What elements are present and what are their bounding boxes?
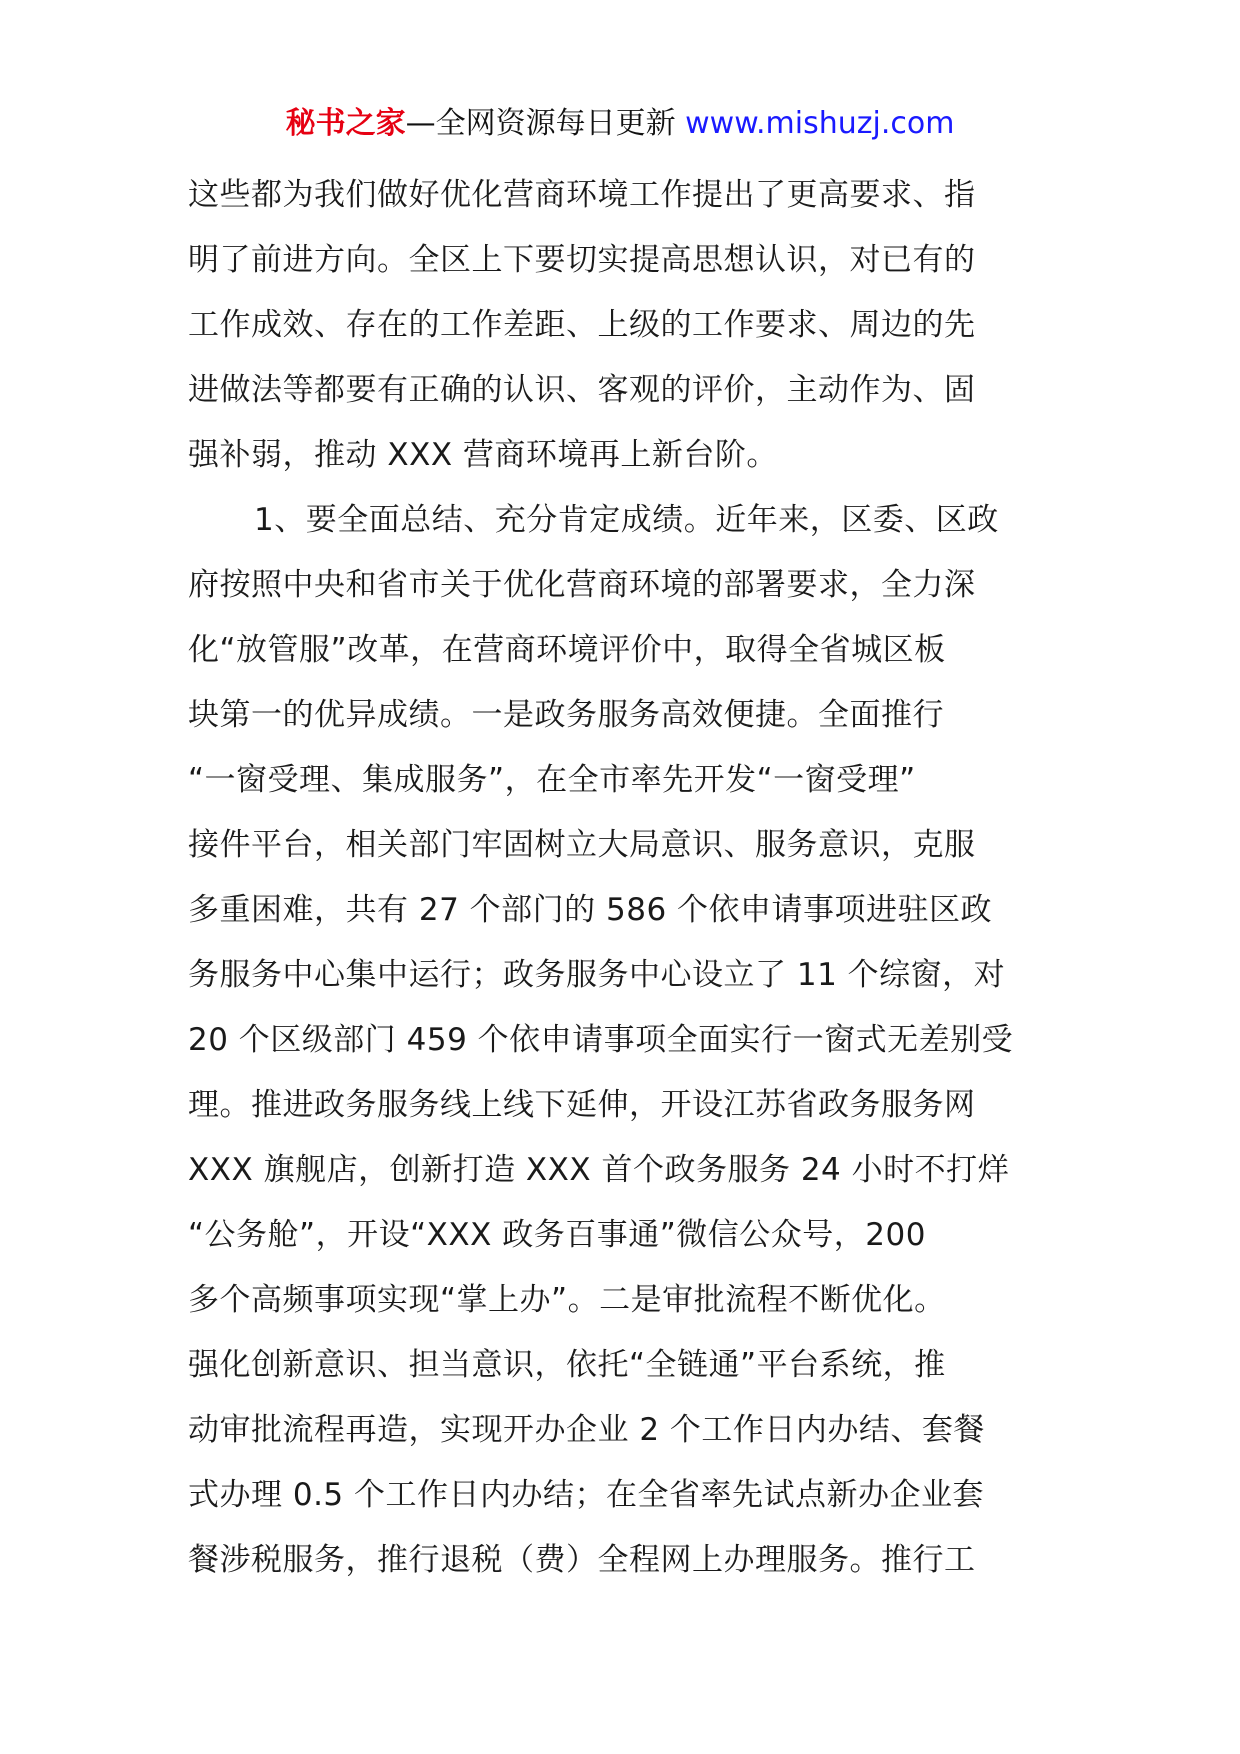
paragraph-first-line: 1、要全面总结、充分肯定成绩。近年来，区委、区政 [254,502,999,538]
site-slogan: —全网资源每日更新 [405,106,686,141]
text-line: 动审批流程再造，实现开办企业 2 个工作日内办结、套餐 [188,1412,985,1448]
text-line: 餐涉税服务，推行退税（费）全程网上办理服务。推行工 [188,1542,976,1578]
document-body [188,163,1060,1593]
text-line: 强补弱，推动 XXX 营商环境再上新台阶。 [188,437,778,473]
text-line: 接件平台，相关部门牢固树立大局意识、服务意识，克服 [188,827,976,863]
text-line: 强化创新意识、担当意识，依托“全链通”平台系统，推 [188,1347,946,1383]
text-line: 式办理 0.5 个工作日内办结；在全省率先试点新办企业套 [188,1477,985,1513]
text-line: 20 个区级部门 459 个依申请事项全面实行一窗式无差别受 [188,1022,1014,1058]
text-line: 多重困难，共有 27 个部门的 586 个依申请事项进驻区政 [188,892,993,928]
text-line: 块第一的优异成绩。一是政务服务高效便捷。全面推行 [188,697,944,733]
text-line: 务服务中心集中运行；政务服务中心设立了 11 个综窗，对 [188,957,1006,993]
site-url[interactable]: www.mishuzj.com [685,106,955,141]
text-line: 多个高频事项实现“掌上办”。二是审批流程不断优化。 [188,1282,946,1318]
text-line: 明了前进方向。全区上下要切实提高思想认识，对已有的 [188,242,976,278]
text-line: XXX 旗舰店，创新打造 XXX 首个政务服务 24 小时不打烊 [188,1152,1010,1188]
text-line: “一窗受理、集成服务”，在全市率先开发“一窗受理” [188,762,916,798]
site-brand: 秘书之家 [285,106,406,141]
text-line: 府按照中央和省市关于优化营商环境的部署要求，全力深 [188,567,976,603]
text-line: “公务舱”，开设“XXX 政务百事通”微信公众号，200 [188,1217,926,1253]
text-line: 理。推进政务服务线上线下延伸，开设江苏省政务服务网 [188,1087,976,1123]
site-header [0,104,1240,144]
text-line: 进做法等都要有正确的认识、客观的评价，主动作为、固 [188,372,976,408]
text-line: 工作成效、存在的工作差距、上级的工作要求、周边的先 [188,307,976,343]
text-line: 这些都为我们做好优化营商环境工作提出了更高要求、指 [188,177,976,213]
text-line: 化“放管服”改革，在营商环境评价中，取得全省城区板 [188,632,946,668]
